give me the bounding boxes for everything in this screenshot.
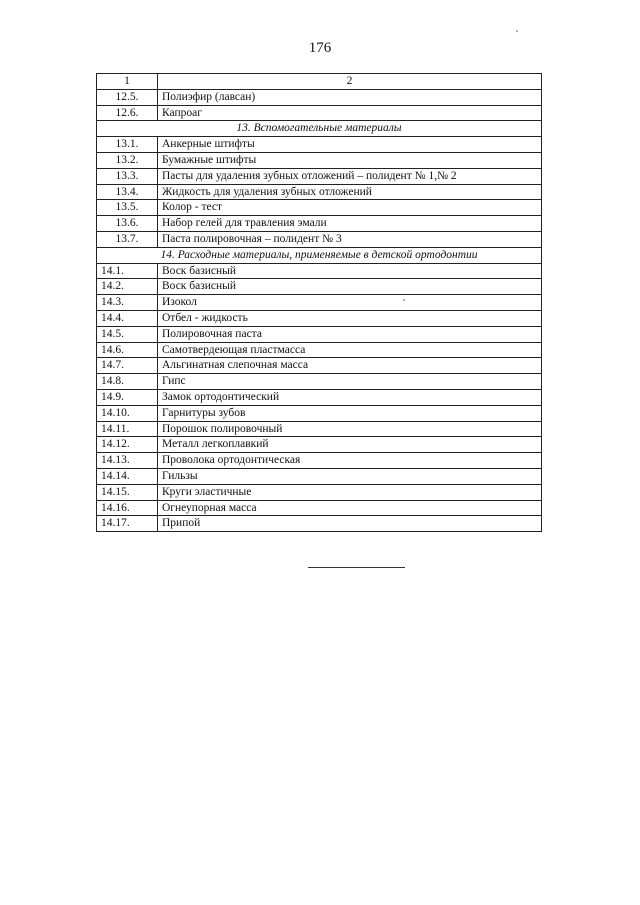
section-heading-13: 13. Вспомогательные материалы bbox=[97, 121, 542, 137]
row-material: Альгинатная слепочная масса bbox=[158, 358, 542, 374]
row-material: Пасты для удаления зубных отложений – полидент № 1,№ 2 bbox=[158, 168, 542, 184]
table-row bbox=[97, 500, 542, 516]
row-number: 13.4. bbox=[97, 184, 158, 200]
table-row bbox=[97, 89, 542, 105]
row-number: 13.6. bbox=[97, 216, 158, 232]
row-number: 13.7. bbox=[97, 231, 158, 247]
row-number: 13.5. bbox=[97, 200, 158, 216]
row-number: 14.13. bbox=[97, 453, 158, 469]
table-row bbox=[97, 137, 542, 153]
row-material: Изокол bbox=[158, 295, 542, 311]
row-number: 14.7. bbox=[97, 358, 158, 374]
table-row bbox=[97, 231, 542, 247]
table-row bbox=[97, 184, 542, 200]
row-number: 14.1. bbox=[97, 263, 158, 279]
row-material: Капроаг bbox=[158, 105, 542, 121]
table-row bbox=[97, 468, 542, 484]
row-number: 14.8. bbox=[97, 374, 158, 390]
section-heading-14: 14. Расходные материалы, применяемые в детской ортодонтии bbox=[97, 247, 542, 263]
row-number: 14.16. bbox=[97, 500, 158, 516]
row-material: Проволока ортодонтическая bbox=[158, 453, 542, 469]
section-row bbox=[97, 247, 542, 263]
row-material: Гильзы bbox=[158, 468, 542, 484]
table-row bbox=[97, 453, 542, 469]
row-material: Воск базисный bbox=[158, 279, 542, 295]
table-row bbox=[97, 437, 542, 453]
scan-speck bbox=[516, 30, 518, 32]
row-material: Замок ортодонтический bbox=[158, 389, 542, 405]
row-material: Отбел - жидкость bbox=[158, 310, 542, 326]
table-row bbox=[97, 374, 542, 390]
table-row bbox=[97, 484, 542, 500]
table-row bbox=[97, 279, 542, 295]
table-row bbox=[97, 389, 542, 405]
scan-speck bbox=[403, 299, 405, 301]
row-number: 14.12. bbox=[97, 437, 158, 453]
row-number: 14.2. bbox=[97, 279, 158, 295]
row-material: Полиэфир (лавсан) bbox=[158, 89, 542, 105]
header-col-2: 2 bbox=[158, 74, 542, 90]
row-number: 14.11. bbox=[97, 421, 158, 437]
row-material: Жидкость для удаления зубных отложений bbox=[158, 184, 542, 200]
row-material: Бумажные штифты bbox=[158, 152, 542, 168]
row-material: Воск базисный bbox=[158, 263, 542, 279]
row-material: Паста полировочная – полидент № 3 bbox=[158, 231, 542, 247]
row-material: Огнеупорная масса bbox=[158, 500, 542, 516]
table-row bbox=[97, 200, 542, 216]
row-material: Самотвердеющая пластмасса bbox=[158, 342, 542, 358]
table-row bbox=[97, 168, 542, 184]
row-number: 14.5. bbox=[97, 326, 158, 342]
row-number: 14.15. bbox=[97, 484, 158, 500]
end-of-document-line bbox=[308, 567, 405, 568]
row-material: Гипс bbox=[158, 374, 542, 390]
row-number: 14.4. bbox=[97, 310, 158, 326]
row-number: 14.17. bbox=[97, 516, 158, 532]
table-row bbox=[97, 263, 542, 279]
table-row bbox=[97, 421, 542, 437]
row-material: Полировочная паста bbox=[158, 326, 542, 342]
page-number: 176 bbox=[308, 40, 332, 56]
table-row bbox=[97, 516, 542, 532]
table-row bbox=[97, 295, 542, 311]
row-material: Порошок полировочный bbox=[158, 421, 542, 437]
row-material: Колор - тест bbox=[158, 200, 542, 216]
table-row bbox=[97, 326, 542, 342]
materials-table bbox=[96, 73, 542, 532]
row-number: 14.3. bbox=[97, 295, 158, 311]
table-row bbox=[97, 310, 542, 326]
table-row bbox=[97, 105, 542, 121]
table-row bbox=[97, 216, 542, 232]
table-row bbox=[97, 405, 542, 421]
row-number: 13.1. bbox=[97, 137, 158, 153]
table-row bbox=[97, 342, 542, 358]
row-material: Припой bbox=[158, 516, 542, 532]
section-row bbox=[97, 121, 542, 137]
row-number: 14.14. bbox=[97, 468, 158, 484]
row-material: Анкерные штифты bbox=[158, 137, 542, 153]
row-number: 12.5. bbox=[97, 89, 158, 105]
header-col-1: 1 bbox=[97, 74, 158, 90]
row-number: 12.6. bbox=[97, 105, 158, 121]
row-number: 14.9. bbox=[97, 389, 158, 405]
table-row bbox=[97, 358, 542, 374]
row-number: 13.3. bbox=[97, 168, 158, 184]
table-header-row bbox=[97, 74, 542, 90]
row-number: 14.6. bbox=[97, 342, 158, 358]
row-material: Металл легкоплавкий bbox=[158, 437, 542, 453]
row-number: 13.2. bbox=[97, 152, 158, 168]
row-number: 14.10. bbox=[97, 405, 158, 421]
row-material: Набор гелей для травления эмали bbox=[158, 216, 542, 232]
row-material: Гарнитуры зубов bbox=[158, 405, 542, 421]
table-row bbox=[97, 152, 542, 168]
row-material: Круги эластичные bbox=[158, 484, 542, 500]
